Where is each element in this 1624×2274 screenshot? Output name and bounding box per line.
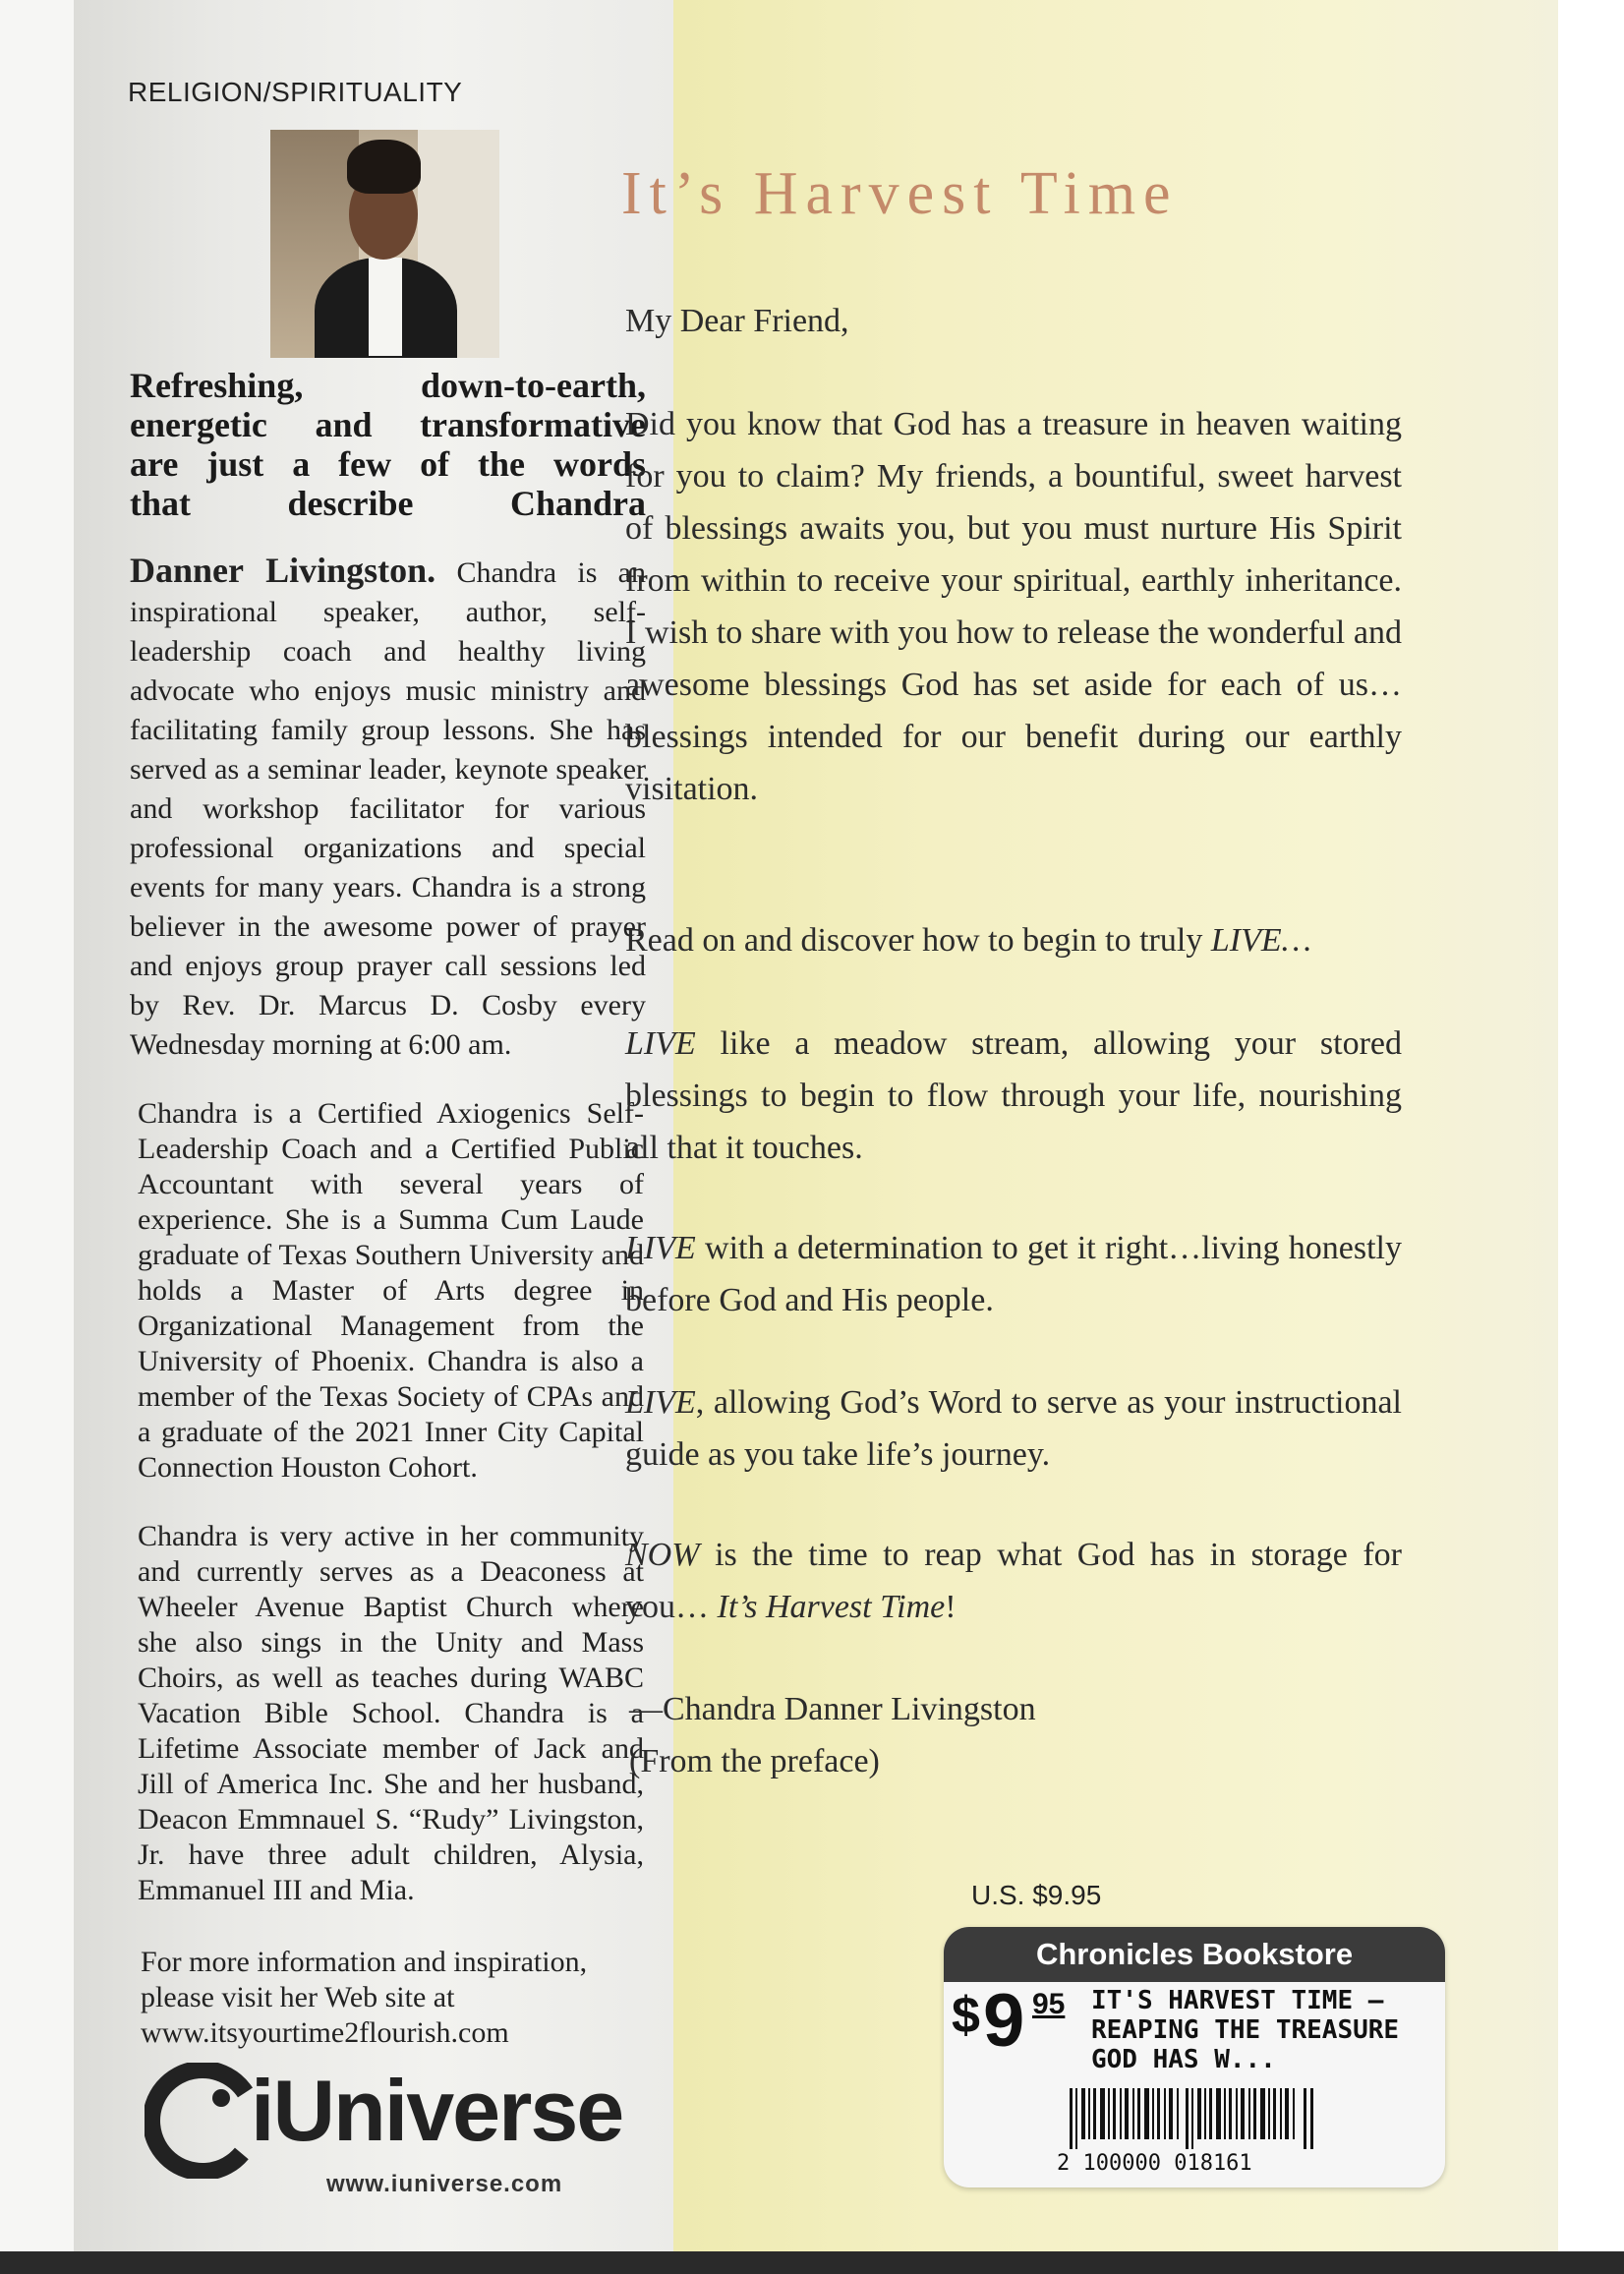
emphasis: LIVE bbox=[625, 1230, 696, 1266]
letter-text: with a determination to get it right…living honestly before God and His people. bbox=[625, 1230, 1402, 1318]
letter-text: like a meadow stream, allowing your stored blessings to begin to flow through your life, nourishing all that it touches. bbox=[625, 1025, 1402, 1166]
bio-lead-line: are just a few of the words bbox=[130, 444, 646, 484]
emphasis: LIVE bbox=[625, 1025, 696, 1062]
sticker-dollar-sign: $ bbox=[952, 1987, 980, 2044]
left-panel bbox=[74, 0, 673, 2251]
letter-text: Read on and discover how to begin to truly bbox=[625, 922, 1211, 959]
letter-paragraph-4 bbox=[625, 1222, 1402, 1326]
letter-paragraph-2 bbox=[625, 914, 1402, 966]
letter-greeting: My Dear Friend, bbox=[625, 303, 849, 339]
publisher-logo bbox=[145, 2063, 636, 2200]
bio-paragraph-1-text: Chandra is an inspirational speaker, author, self-leadership coach and healthy living advocate who enjoys music ministry and facilitating family group lessons. She has served as a seminar leader, keynote speaker and workshop facilitator for various professional organizations and special events for many years. Chandra is a strong believer in the awesome power of prayer and enjoys group prayer call sessions led by Rev. Dr. Marcus D. Cosby every Wednesday morning at 6:00 am. bbox=[130, 556, 646, 1061]
letter-paragraph-1: Did you know that God has a treasure in heaven waiting for you to claim? My friends, a bountiful, sweet harvest of blessings awaits you, but you must nurture His Spirit from within to receive your spiritual, earthly inheritance. I wish to share with you how to release the wonderful and awesome blessings God has set aside for each of us…blessings intended for our benefit during our earthly visitation. bbox=[625, 406, 1402, 807]
sticker-price-whole: 9 bbox=[983, 1979, 1025, 2063]
barcode-icon bbox=[1070, 2088, 1315, 2149]
more-info-line: For more information and inspiration, bbox=[141, 1946, 588, 1978]
letter-paragraph-6 bbox=[625, 1529, 1402, 1633]
bio-paragraph-2: Chandra is a Certified Axiogenics Self-Leadership Coach and a Certified Public Accountant with several years of experience. She is a Summa Cum Laude graduate of Texas Southern University and holds a Master of Arts degree in Organizational Management from the University of Phoenix. Chandra is also a member of the Texas Society of CPAs and a graduate of the 2021 Inner City Capital Connection Houston Cohort. bbox=[138, 1097, 644, 1484]
bio-lead bbox=[130, 366, 646, 523]
signature-source: (From the preface) bbox=[629, 1743, 880, 1779]
letter-text: is the time to reap what God has in storage for you… bbox=[625, 1537, 1402, 1625]
signature: —Chandra Danner Livingston bbox=[629, 1691, 1036, 1727]
store-name: Chronicles Bookstore bbox=[944, 1927, 1445, 1982]
sticker-description-line: IT'S HARVEST TIME – bbox=[1091, 1986, 1384, 2015]
category-label: RELIGION/SPIRITUALITY bbox=[128, 77, 463, 107]
background-edge bbox=[0, 0, 74, 2274]
bio-paragraph-3: Chandra is very active in her community and currently serves as a Deaconess at Wheeler Avenue Baptist Church where she also sings in the Unity and Mass Choirs, as well as teaches during WABC Vacation Bible School. Chandra is a Lifetime Associate member of Jack and Jill of America Inc. She and her husband, Deacon Emmnauel S. “Rudy” Livingston, Jr. have three adult children, Alysia, Emmanuel III and Mia. bbox=[138, 1520, 644, 1906]
bio-lead-line: that describe Chandra bbox=[130, 484, 646, 523]
letter-text: , allowing God’s Word to serve as your instructional guide as you take life’s journey. bbox=[625, 1384, 1402, 1473]
letter-paragraph-3 bbox=[625, 1018, 1402, 1174]
bio-paragraph-1 bbox=[130, 551, 646, 1065]
author-name: Danner Livingston. bbox=[130, 551, 436, 590]
website-link: www.itsyourtime2flourish.com bbox=[141, 2016, 509, 2049]
publisher-url: www.iuniverse.com bbox=[326, 2171, 563, 2197]
retail-price: U.S. $9.95 bbox=[971, 1880, 1102, 1910]
emphasis: LIVE bbox=[625, 1384, 696, 1421]
more-info bbox=[141, 1945, 647, 2051]
barcode-number: 2 100000 018161 bbox=[1057, 2151, 1252, 2176]
author-photo bbox=[270, 130, 499, 358]
bio-lead-line: energetic and transformative bbox=[130, 405, 646, 444]
more-info-line: please visit her Web site at bbox=[141, 1981, 455, 2013]
bio-lead-line: Refreshing, down-to-earth, bbox=[130, 366, 646, 405]
price-sticker bbox=[944, 1927, 1445, 2187]
letter-paragraph-5 bbox=[625, 1376, 1402, 1481]
emphasis: LIVE… bbox=[1210, 922, 1311, 959]
book-title: It’s Harvest Time bbox=[621, 160, 1179, 227]
sticker-description-line: GOD HAS W... bbox=[1091, 2045, 1276, 2074]
sticker-description-line: REAPING THE TREASURE bbox=[1091, 2015, 1400, 2045]
sticker-description bbox=[1091, 1986, 1440, 2074]
emphasis-title: It’s Harvest Time bbox=[717, 1589, 946, 1625]
letter-text: ! bbox=[945, 1589, 957, 1625]
iuniverse-logo-icon bbox=[145, 2063, 261, 2179]
publisher-name: iUniverse bbox=[251, 2062, 623, 2159]
background-edge-bottom bbox=[0, 2251, 1624, 2274]
sticker-price-cents: 95 bbox=[1032, 1988, 1066, 2020]
emphasis: NOW bbox=[625, 1537, 700, 1573]
